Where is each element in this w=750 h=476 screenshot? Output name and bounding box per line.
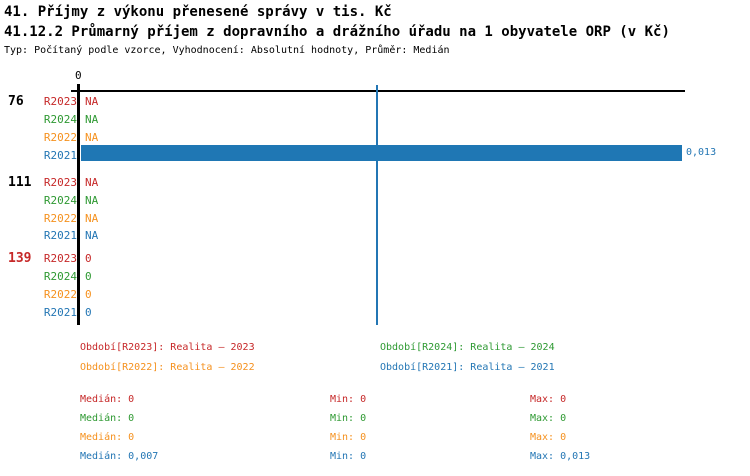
row-value: NA	[85, 131, 99, 144]
series-label: R2024	[43, 194, 77, 207]
series-label: R2022	[43, 288, 77, 301]
row-value: 0	[85, 306, 92, 319]
group-label-139: 139	[8, 251, 32, 266]
series-label: R2021	[43, 229, 77, 242]
series-label: R2022	[43, 212, 77, 225]
series-label: R2023	[43, 95, 77, 108]
chart-row	[0, 288, 750, 306]
chart-row	[0, 113, 750, 131]
legend-item-r2024: Období[R2024]: Realita – 2024	[380, 342, 555, 353]
row-value: NA	[85, 113, 99, 126]
chart-subtitle: Typ: Počítaný podle vzorce, Vyhodnocení: Absolutní hodnoty, Průměr: Medián	[4, 45, 450, 56]
legend-item-r2022: Období[R2022]: Realita – 2022	[80, 362, 255, 373]
row-value: NA	[85, 176, 99, 189]
row-value: NA	[85, 212, 99, 225]
series-label: R2021	[43, 306, 77, 319]
group-label-76: 76	[8, 94, 24, 109]
stat-min-r2023: Min: 0	[330, 394, 367, 405]
chart-row	[0, 212, 750, 230]
series-label: R2024	[43, 270, 77, 283]
stat-max-r2024: Max: 0	[530, 413, 567, 424]
page-title: 41. Příjmy z výkonu přenesené správy v tis. Kč	[4, 4, 392, 20]
stat-max-r2023: Max: 0	[530, 394, 567, 405]
value-bar-r2021	[81, 145, 682, 161]
x-axis-line	[71, 90, 685, 92]
chart-row	[0, 194, 750, 212]
stat-min-r2021: Min: 0	[330, 451, 367, 462]
chart-row	[0, 95, 750, 113]
stat-median-r2023: Medián: 0	[80, 394, 135, 405]
chart-row	[0, 270, 750, 288]
row-value: NA	[85, 95, 99, 108]
legend-item-r2023: Období[R2023]: Realita – 2023	[80, 342, 255, 353]
bar-value-label: 0,013	[686, 147, 717, 158]
series-label: R2021	[43, 149, 77, 162]
row-value: 0	[85, 252, 92, 265]
stat-max-r2022: Max: 0	[530, 432, 567, 443]
series-label: R2023	[43, 252, 77, 265]
chart-row	[0, 229, 750, 247]
x-axis-tick-0: 0	[75, 69, 82, 82]
stat-median-r2022: Medián: 0	[80, 432, 135, 443]
chart-title: 41.12.2 Průmarný příjem z dopravního a drážního úřadu na 1 obyvatele ORP (v Kč)	[4, 24, 670, 40]
row-value: NA	[85, 229, 99, 242]
stat-median-r2021: Medián: 0,007	[80, 451, 159, 462]
chart-row	[0, 252, 750, 270]
series-label: R2023	[43, 176, 77, 189]
series-label: R2022	[43, 131, 77, 144]
stat-max-r2021: Max: 0,013	[530, 451, 591, 462]
legend-item-r2021: Období[R2021]: Realita – 2021	[380, 362, 555, 373]
series-label: R2024	[43, 113, 77, 126]
chart-row	[0, 176, 750, 194]
chart-row	[0, 306, 750, 324]
stat-min-r2024: Min: 0	[330, 413, 367, 424]
row-value: 0	[85, 270, 92, 283]
stat-min-r2022: Min: 0	[330, 432, 367, 443]
stat-median-r2024: Medián: 0	[80, 413, 135, 424]
row-value: NA	[85, 194, 99, 207]
group-label-111: 111	[8, 175, 32, 190]
row-value: 0	[85, 288, 92, 301]
